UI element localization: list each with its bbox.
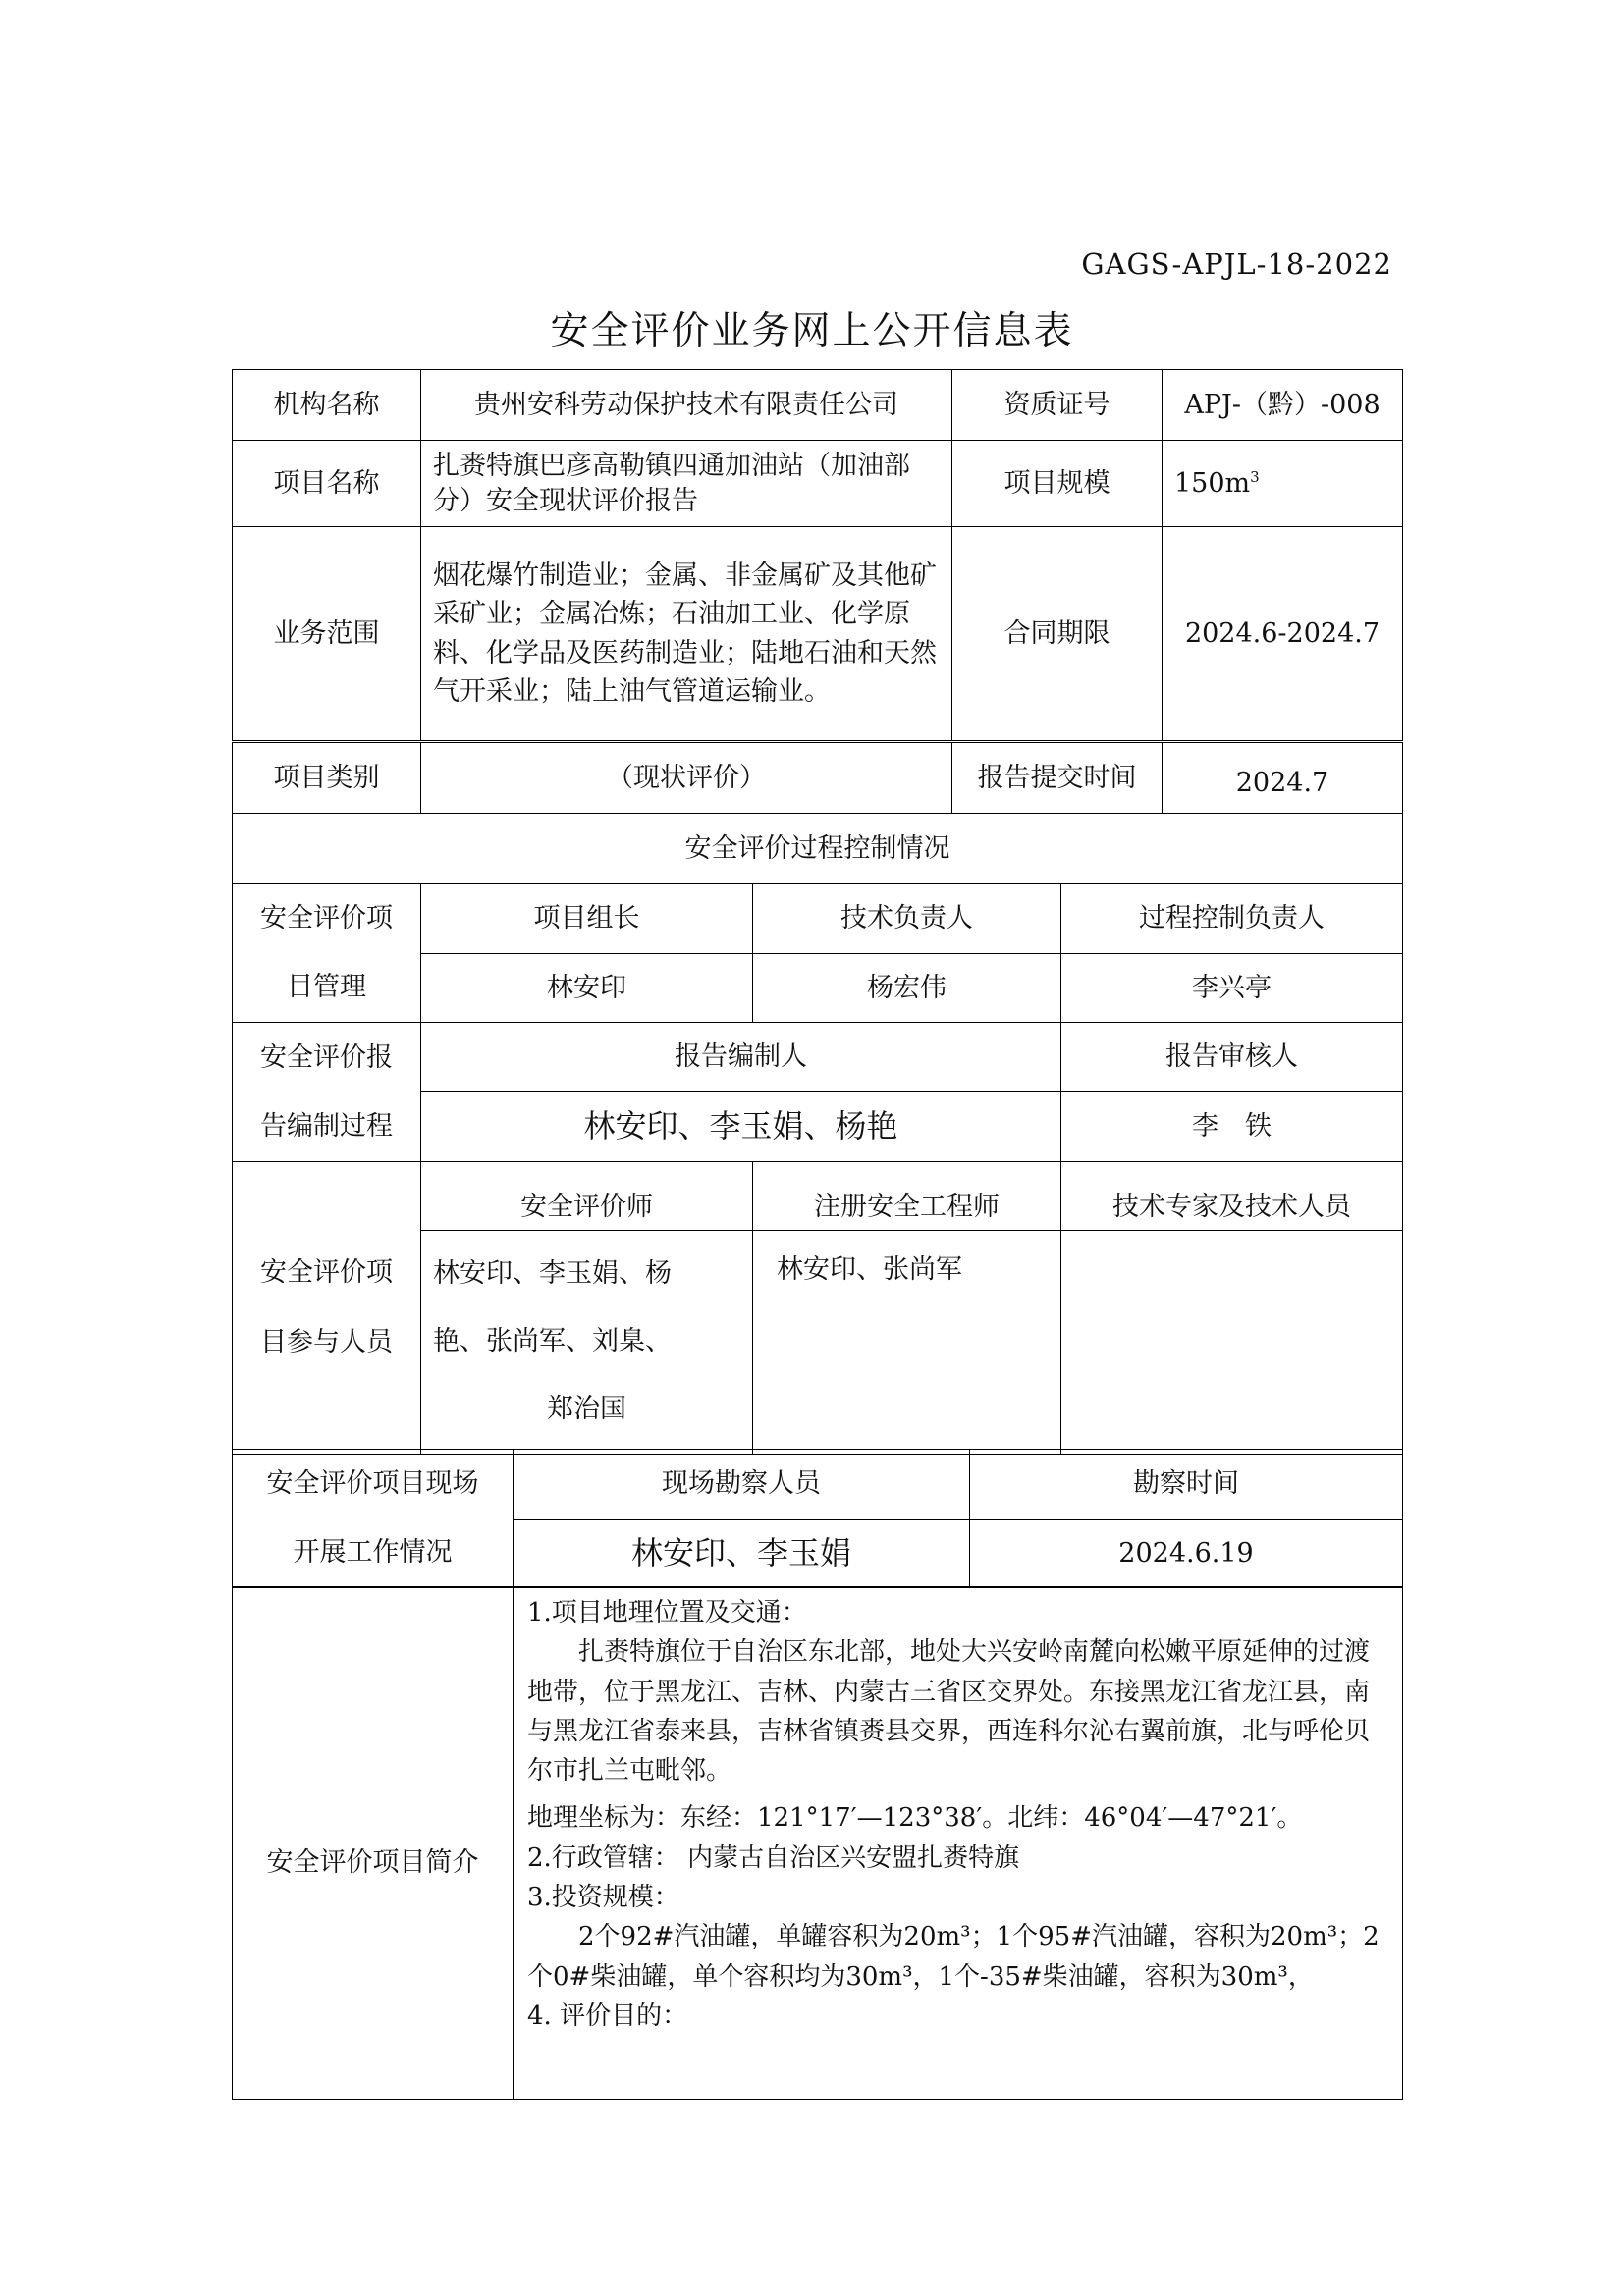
evaluators: 林安印、李玉娟、杨 艳、张尚军、刘臬、 郑治国: [421, 1231, 753, 1455]
reviewer: 李 铁: [1061, 1092, 1403, 1162]
survey-time: 2024.6.19: [970, 1519, 1403, 1588]
tech-name: 杨宏伟: [753, 953, 1061, 1023]
info-table: [232, 369, 1403, 741]
process-table: [232, 813, 1403, 1455]
intro-heading-1: 1.项目地理位置及交通：: [527, 1598, 807, 1628]
site-table: [232, 1449, 1403, 1588]
surveyors: 林安印、李玉娟: [514, 1519, 970, 1588]
authors: 林安印、李玉娟、杨艳: [421, 1092, 1061, 1162]
document-code: GAGS-APJL-18-2022: [1081, 247, 1392, 281]
document-title: 安全评价业务网上公开信息表: [550, 309, 1074, 353]
intro-content: [514, 1587, 1403, 2100]
scope-value: 烟花爆竹制造业；金属、非金属矿及其他矿采矿业；金属冶炼；石油加工业、化学原料、化学品及医药制造业；陆地石油和天然气开采业；陆上油气管道运输业。: [421, 527, 952, 741]
intro-table: [232, 1586, 1403, 2100]
intro-paragraph-1: 扎赉特旗位于自治区东北部，地处大兴安岭南麓向松嫩平原延伸的过渡地带，位于黑龙江、吉林、内蒙古三省区交界处。东接黑龙江省龙江县，南与黑龙江省泰来县，吉林省镇赉县交界，西连科尔沁右翼前旗，北与呼伦贝尔市扎兰屯毗邻。: [527, 1637, 1371, 1787]
ctrl-head: 过程控制负责人: [1061, 884, 1403, 954]
category-table: [232, 742, 1403, 814]
expert-head: 技术专家及技术人员: [1061, 1162, 1403, 1231]
scale-value: $150m^3$: [1163, 441, 1403, 527]
leader-head: 项目组长: [421, 884, 753, 954]
submit-value: 2024.7: [1163, 743, 1403, 814]
cert-value: APJ-（黔）-008: [1163, 370, 1403, 441]
engineers: 林安印、张尚军: [753, 1231, 1061, 1455]
category-label: 项目类别: [233, 743, 421, 814]
intro-label: 安全评价项目简介: [233, 1587, 514, 2100]
reviewer-head: 报告审核人: [1061, 1023, 1403, 1092]
ctrl-name: 李兴亭: [1061, 953, 1403, 1023]
contract-value: 2024.6-2024.7: [1163, 527, 1403, 741]
intro-heading-2: 2.行政管辖： 内蒙古自治区兴安盟扎赉特旗: [527, 1842, 1020, 1873]
intro-paragraph-3: 2个92#汽油罐，单罐容积为20m³；1个95#汽油罐，容积为20m³；2个0#柴油罐，单个容积均为30m³，1个-35#柴油罐，容积为30m³，: [527, 1922, 1380, 1992]
cert-label: 资质证号: [952, 370, 1163, 441]
intro-coords: 地理坐标为：东经：121°17′—123°38′。北纬：46°04′—47°21′。: [527, 1803, 1303, 1834]
contract-label: 合同期限: [952, 527, 1163, 741]
project-label: 项目名称: [233, 441, 421, 527]
engineer-head: 注册安全工程师: [753, 1162, 1061, 1231]
submit-label: 报告提交时间: [952, 743, 1163, 814]
author-head: 报告编制人: [421, 1023, 1061, 1092]
report-label: 安全评价报 告编制过程: [233, 1023, 421, 1162]
org-value: 贵州安科劳动保护技术有限责任公司: [421, 370, 952, 441]
scope-label: 业务范围: [233, 527, 421, 741]
survey-head: 现场勘察人员: [514, 1450, 970, 1520]
intro-heading-4: 4. 评价目的：: [527, 2001, 688, 2031]
process-section-title: 安全评价过程控制情况: [233, 814, 1403, 884]
leader-name: 林安印: [421, 953, 753, 1023]
time-head: 勘察时间: [970, 1450, 1403, 1520]
site-label: 安全评价项目现场 开展工作情况: [233, 1450, 514, 1588]
mgmt-label: 安全评价项 目管理: [233, 884, 421, 1023]
category-value: （现状评价）: [421, 743, 952, 814]
experts: [1061, 1231, 1403, 1455]
staff-label: 安全评价项 目参与人员: [233, 1162, 421, 1455]
scale-label: 项目规模: [952, 441, 1163, 527]
project-value: 扎赉特旗巴彦高勒镇四通加油站（加油部分）安全现状评价报告: [421, 441, 952, 527]
evaluator-head: 安全评价师: [421, 1162, 753, 1231]
tech-head: 技术负责人: [753, 884, 1061, 954]
intro-heading-3: 3.投资规模：: [527, 1883, 679, 1913]
org-label: 机构名称: [233, 370, 421, 441]
